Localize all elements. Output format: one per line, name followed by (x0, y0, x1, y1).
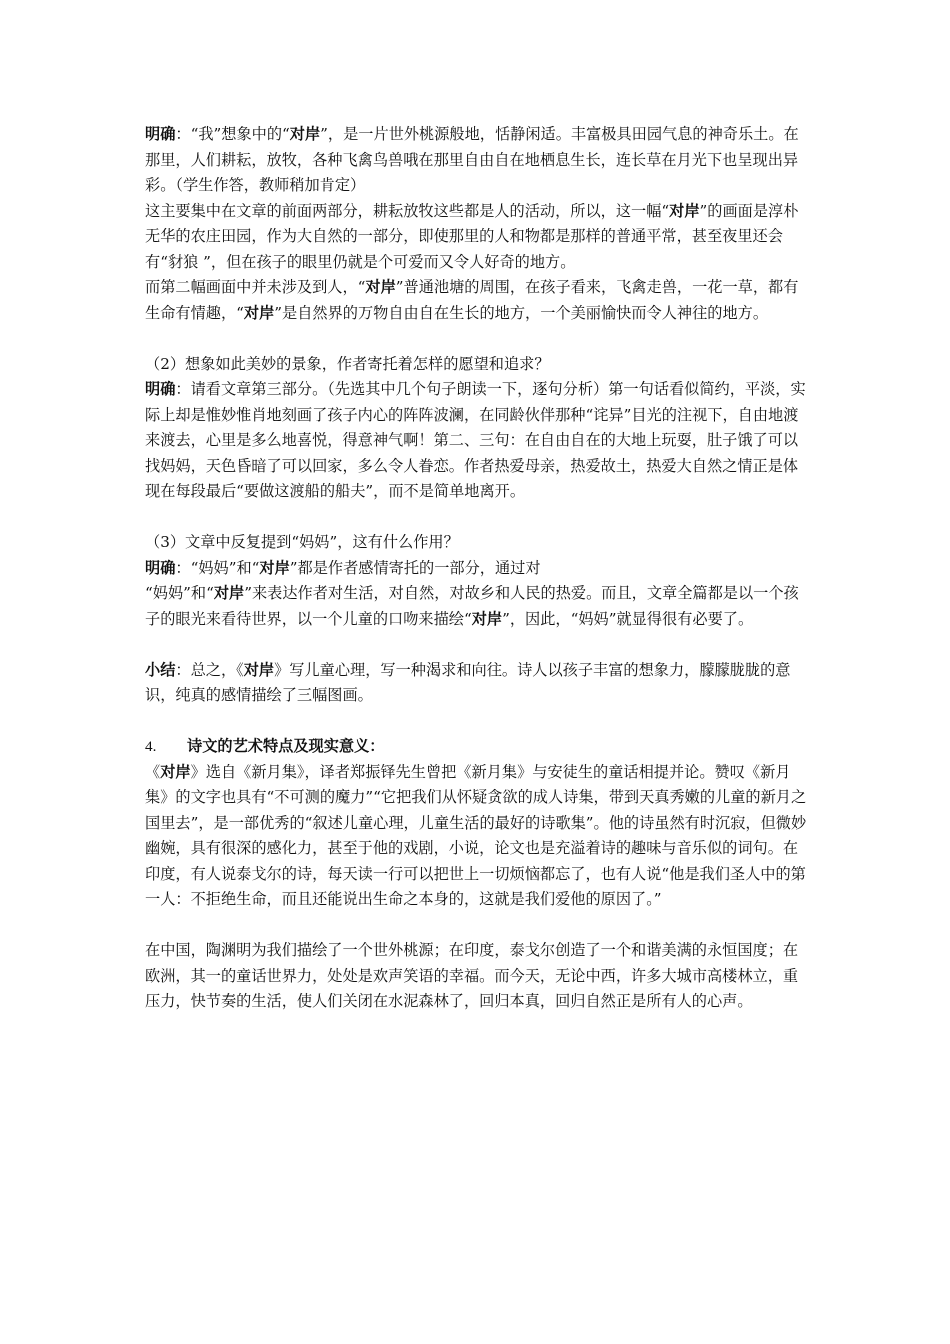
keyword-duian: 对岸 (243, 660, 275, 679)
question-2: （2）想象如此美妙的景象，作者寄托着怎样的愿望和追求？ (145, 354, 550, 373)
paragraph-answer-1: 明确：“我”想象中的“对岸”，是一片世外桃源般地，恬静闲适。丰富极具田园气息的神奇乐土。在那里，人们耕耘，放牧，各种飞禽鸟兽哦在那里自由自在地栖息生长，连长草在月光下也呈现出异彩。（学生作答，教师稍加肯定） (145, 125, 799, 194)
keyword-duian: 对岸 (213, 584, 245, 602)
spacer (145, 505, 811, 531)
label-mingque: 明确 (145, 125, 176, 143)
keyword-duian: 对岸 (259, 558, 290, 577)
paragraph-3: 而第二幅画面中并未涉及到人，“对岸”普通池塘的周围，在孩子看来，飞禽走兽，一花一草，都有生命有情趣，“对岸”是自然界的万物自由自在生长的地方，一个美丽愉快而令人神往的地方。 (145, 278, 799, 322)
summary: 小结：总之，《对岸》写儿童心理，写一种渴求和向往。诗人以孩子丰富的想象力，朦朦胧胧的意识，纯真的感情描绘了三幅图画。 (145, 660, 791, 704)
keyword-duian: 对岸 (243, 303, 275, 322)
section-number: 4. (145, 738, 157, 755)
keyword-duian: 对岸 (365, 278, 396, 296)
spacer (145, 913, 811, 939)
label-mingque: 明确 (145, 558, 176, 577)
section-4-body: 《对岸》选自《新月集》，译者郑振铎先生曾把《新月集》与安徒生的童话相提并论。赞叹《新月集》的文字也具有“不可测的魔力”“它把我们从怀疑贪欲的成人诗集，带到天真秀嫩的儿童的新月之国里去”，是一部优秀的“叙述儿童心理，儿童生活的最好的诗歌集”。他的诗虽然有时沉寂，但微妙幽婉，具有很深的感化力，甚至于他的戏剧，小说，论文也是充溢着诗的趣味与音乐似的词句。在印度，有人说泰戈尔的诗，每天读一行可以把世上一切烦恼都忘了，也有人说“他是我们圣人中的第一人：不拒绝生命，而且还能说出生命之本身的，这就是我们爱他的原因了。” (145, 762, 807, 908)
question-3: （3）文章中反复提到“妈妈”，这有什么作用？ (145, 533, 459, 551)
answer-2: 明确：请看文章第三部分。（先选其中几个句子朗读一下，逐句分析）第一句话看似简约，平淡，实际上却是惟妙惟肖地刻画了孩子内心的阵阵波澜，在同龄伙伴那种“诧异”目光的注视下，自由地渡来渡去，心里是多么地喜悦，得意神气啊！第二、三句：在自由自在的大地上玩耍，肚子饿了可以找妈妈，天色昏暗了可以回家，多么令人眷恋。作者热爱母亲，热爱故土，热爱大自然之情正是体现在每段最后“要做这渡船的船夫”，而不是简单地离开。 (145, 380, 806, 500)
spacer (145, 326, 811, 352)
section-4-heading (145, 734, 811, 760)
label-mingque: 明确 (145, 380, 176, 398)
keyword-duian: 对岸 (669, 201, 700, 220)
keyword-duian: 对岸 (289, 125, 321, 143)
answer-3-line-1: 明确：“妈妈”和“对岸”都是作者感情寄托的一部分，通过对 (145, 558, 541, 577)
document-page (145, 122, 811, 1015)
closing-paragraph: 在中国，陶渊明为我们描绘了一个世外桃源；在印度，泰戈尔创造了一个和谐美满的永恒国度；在欧洲，其一的童话世界力，处处是欢声笑语的幸福。而今天，无论中西，许多大城市高楼林立，重压力，快节奏的生活，使人们关闭在水泥森林了，回归本真，回归自然正是所有人的心声。 (145, 941, 799, 1010)
paragraph-2: 这主要集中在文章的前面两部分，耕耘放牧这些都是人的活动，所以，这一幅“对岸”的画面是淳朴无华的农庄田园，作为大自然的一部分，即使那里的人和物都是那样的普通平常，甚至夜里还会有“豺狼 ”，但在孩子的眼里仍就是个可爱而又令人好奇的地方。 (145, 201, 799, 271)
label-xiaojie: 小结 (145, 660, 176, 679)
keyword-duian: 对岸 (160, 762, 191, 781)
section-title: 诗文的艺术特点及现实意义： (187, 737, 385, 755)
keyword-duian: 对岸 (471, 609, 503, 628)
spacer (145, 632, 811, 658)
spacer (145, 709, 811, 735)
answer-3-body: “妈妈”和“对岸”来表达作者对生活，对自然，对故乡和人民的热爱。而且，文章全篇都是以一个孩子的眼光来看待世界，以一个儿童的口吻来描绘“对岸”，因此，“妈妈”就显得很有必要了。 (145, 584, 799, 628)
